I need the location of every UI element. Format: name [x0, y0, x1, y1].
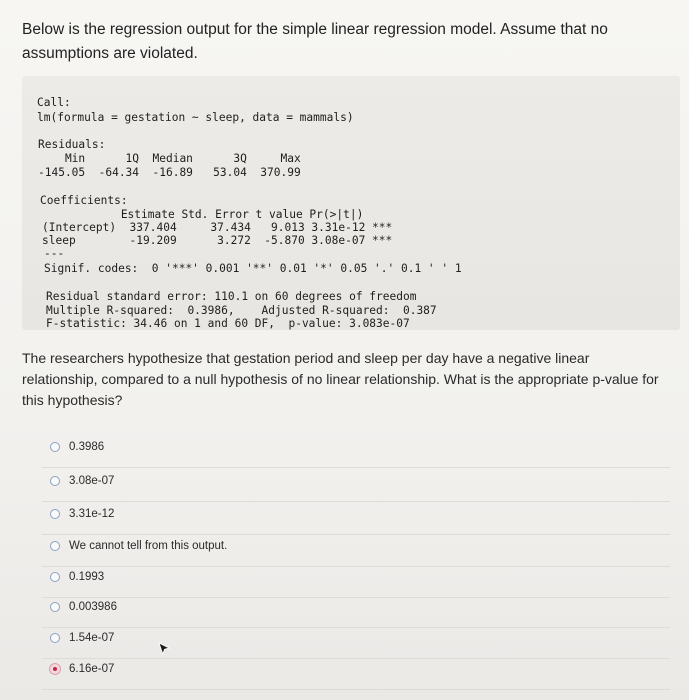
f-statistic-line: F-statistic: 34.46 on 1 and 60 DF, p-value: 3.083e-07 [46, 317, 410, 330]
option-0-003986[interactable] [50, 594, 670, 620]
residuals-values: -145.05 -64.34 -16.89 53.04 370.99 [38, 166, 301, 179]
option-0-1993[interactable] [50, 564, 670, 590]
option-label: 1.54e-07 [69, 632, 115, 644]
option-3-31e-12[interactable] [50, 501, 670, 527]
radio-button[interactable] [50, 541, 60, 551]
radio-button[interactable] [50, 602, 60, 612]
option-label: We cannot tell from this output. [69, 540, 228, 552]
radio-button-selected[interactable] [50, 664, 60, 674]
regression-output-panel [22, 76, 680, 330]
separator-line: --- [44, 247, 65, 260]
radio-button[interactable] [50, 476, 60, 486]
residual-standard-error: Residual standard error: 110.1 on 60 degrees of freedom [46, 290, 417, 303]
option-cannot-tell[interactable] [50, 533, 670, 559]
option-label: 0.1993 [69, 571, 105, 583]
option-6-16e-07[interactable] [50, 656, 670, 682]
residuals-labels: Min 1Q Median 3Q Max [38, 152, 301, 165]
radio-button[interactable] [50, 633, 60, 643]
signif-codes: Signif. codes: 0 '***' 0.001 '**' 0.01 '*' 0.05 '.' 0.1 ' ' 1 [44, 262, 462, 275]
option-label: 0.3986 [69, 441, 105, 453]
radio-button[interactable] [50, 572, 60, 582]
call-formula: lm(formula = gestation ~ sleep, data = mammals) [37, 111, 354, 124]
r-squared-line: Multiple R-squared: 0.3986, Adjusted R-squared: 0.387 [46, 304, 437, 317]
option-3-08e-07[interactable] [50, 468, 670, 494]
option-1-54e-07[interactable] [50, 625, 670, 651]
radio-button[interactable] [50, 509, 60, 519]
option-label: 3.08e-07 [69, 475, 115, 487]
call-header: Call: [37, 96, 71, 109]
option-label: 0.003986 [69, 601, 117, 613]
coef-sleep-row: sleep -19.209 3.272 -5.870 3.08e-07 *** [42, 234, 393, 247]
option-label: 6.16e-07 [69, 663, 115, 675]
mouse-pointer-icon [156, 641, 172, 657]
coef-intercept-row: (Intercept) 337.404 37.434 9.013 3.31e-12 *** [42, 221, 393, 234]
question-intro: Below is the regression output for the simple linear regression model. Assume that no assumptions are violated. [22, 21, 608, 62]
option-0-3986[interactable] [50, 434, 670, 460]
coef-columns: Estimate Std. Error t value Pr(>|t|) [40, 208, 364, 221]
radio-button[interactable] [50, 442, 60, 452]
question-prompt: The researchers hypothesize that gestation period and sleep per day have a negative linear relationship, compared to a null hypothesis of no linear relationship. What is the appropriate p-value for this hypothesis? [22, 350, 659, 408]
residuals-header: Residuals: [38, 138, 106, 151]
option-label: 3.31e-12 [69, 508, 115, 520]
coefficients-header: Coefficients: [40, 194, 128, 207]
